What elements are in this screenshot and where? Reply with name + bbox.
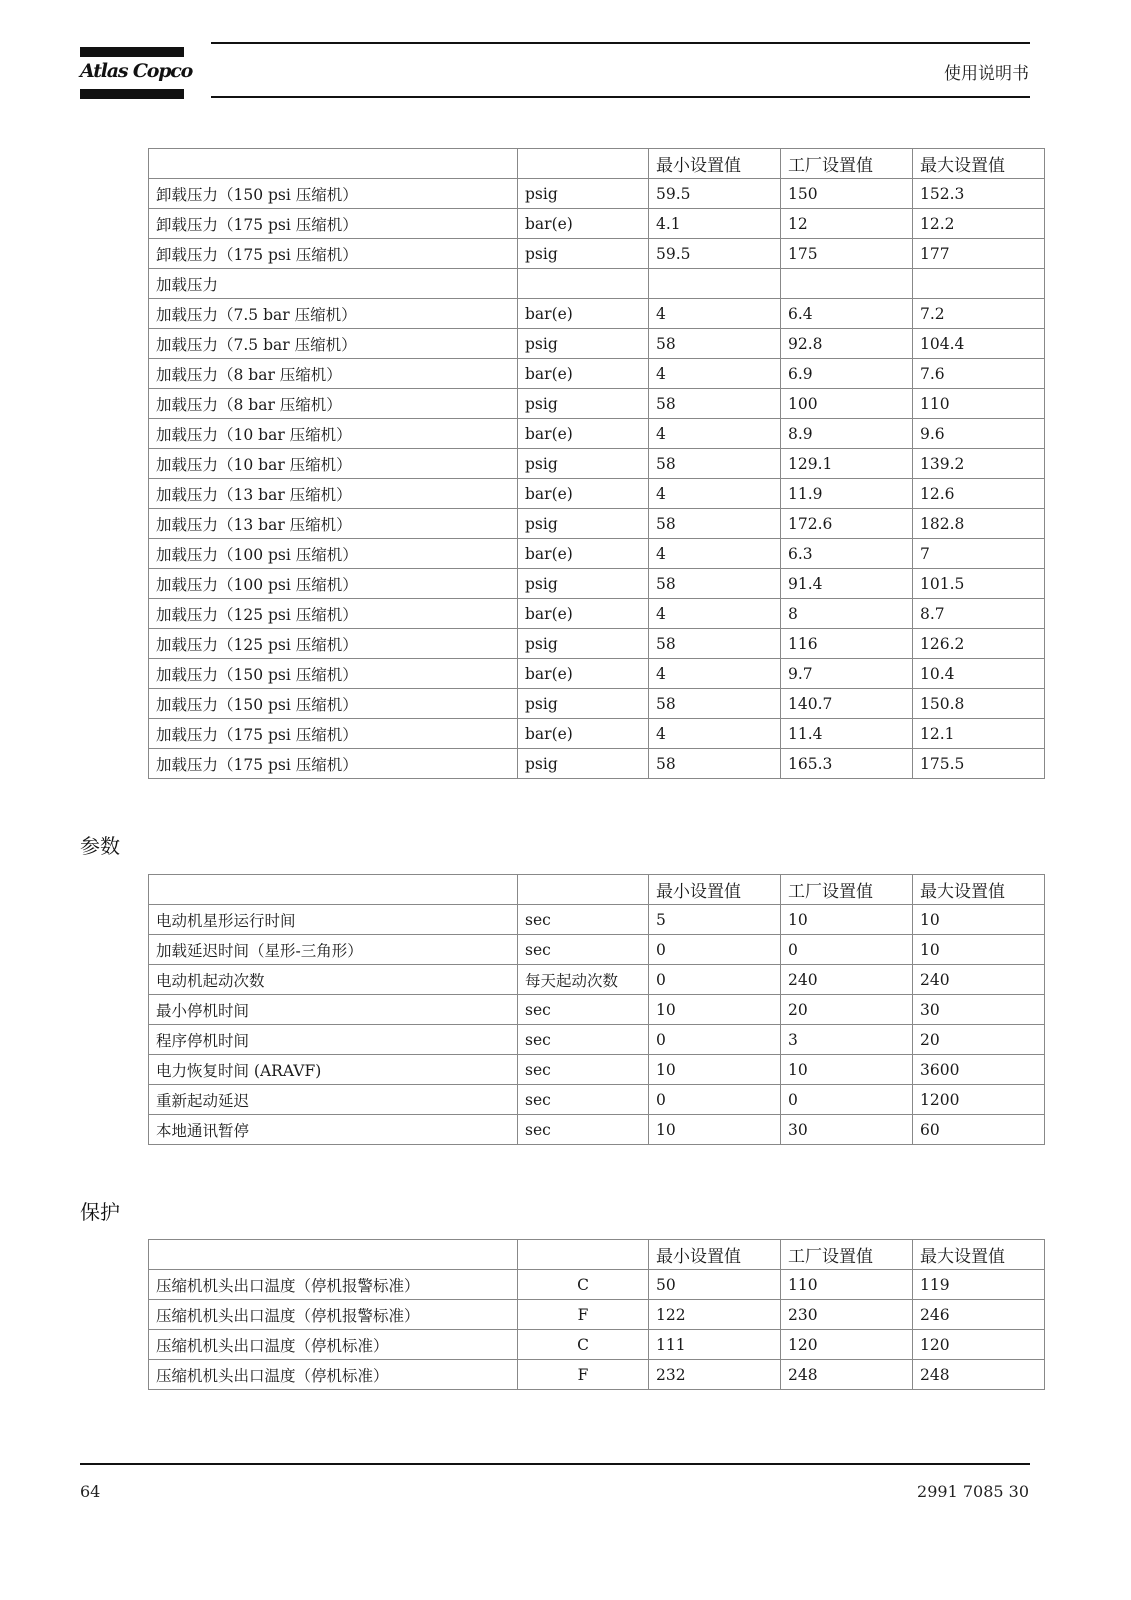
max-value-cell: 101.5 [913,569,1045,599]
parameter-name-cell: 程序停机时间 [149,1025,518,1055]
table-row [149,995,1045,1025]
parameter-name-cell: 电动机起动次数 [149,965,518,995]
unit-cell: bar(e) [518,539,649,569]
table-row [149,329,1045,359]
max-value-cell: 177 [913,239,1045,269]
parameter-name-cell: 加载延迟时间（星形-三角形） [149,935,518,965]
table-row [149,629,1045,659]
table-row [149,689,1045,719]
parameter-name-cell: 加载压力（150 psi 压缩机） [149,689,518,719]
section-heading-parameters: 参数 [80,834,120,858]
min-value-cell: 59.5 [649,179,781,209]
table-row [149,905,1045,935]
max-value-cell: 7.6 [913,359,1045,389]
factory-value-cell: 20 [781,995,913,1025]
unit-cell: bar(e) [518,419,649,449]
min-value-cell: 58 [649,329,781,359]
column-header [518,1240,649,1270]
max-value-cell: 248 [913,1360,1045,1390]
table-row [149,1270,1045,1300]
min-value-cell: 58 [649,629,781,659]
logo-wordmark: Atlas Copco [80,60,193,82]
min-value-cell: 10 [649,1115,781,1145]
unit-cell: bar(e) [518,479,649,509]
factory-value-cell: 8 [781,599,913,629]
min-value-cell: 58 [649,389,781,419]
parameter-name-cell: 最小停机时间 [149,995,518,1025]
unit-cell: bar(e) [518,209,649,239]
parameter-name-cell: 压缩机机头出口温度（停机标准） [149,1330,518,1360]
factory-value-cell: 230 [781,1300,913,1330]
table-row [149,209,1045,239]
max-value-cell: 7 [913,539,1045,569]
column-header: 最小设置值 [649,875,781,905]
max-value-cell: 7.2 [913,299,1045,329]
max-value-cell: 246 [913,1300,1045,1330]
max-value-cell: 126.2 [913,629,1045,659]
max-value-cell: 1200 [913,1085,1045,1115]
unit-cell: psig [518,389,649,419]
factory-value-cell: 30 [781,1115,913,1145]
parameter-name-cell: 加载压力（7.5 bar 压缩机） [149,299,518,329]
table-row [149,1115,1045,1145]
table-row [149,419,1045,449]
min-value-cell: 58 [649,509,781,539]
header-row [149,1240,1045,1270]
table-row [149,539,1045,569]
atlas-copco-logo [80,47,193,99]
header-row [149,875,1045,905]
column-header: 最小设置值 [649,1240,781,1270]
unit-cell: psig [518,179,649,209]
table-row [149,1330,1045,1360]
min-value-cell: 4 [649,659,781,689]
header-top-rule [211,42,1030,44]
table-row [149,1300,1045,1330]
parameter-name-cell: 加载压力（10 bar 压缩机） [149,419,518,449]
parameter-name-cell: 加载压力（175 psi 压缩机） [149,749,518,779]
table-row [149,599,1045,629]
section-heading-protection: 保护 [80,1200,120,1224]
factory-value-cell: 3 [781,1025,913,1055]
max-value-cell: 175.5 [913,749,1045,779]
table-row [149,1085,1045,1115]
min-value-cell: 232 [649,1360,781,1390]
unit-cell: psig [518,629,649,659]
unit-cell: sec [518,935,649,965]
min-value-cell: 0 [649,935,781,965]
pressure-settings-table [148,148,1045,779]
document-title: 使用说明书 [944,64,1029,84]
parameter-name-cell: 加载压力 [149,269,518,299]
factory-value-cell: 10 [781,1055,913,1085]
max-value-cell: 240 [913,965,1045,995]
parameter-name-cell: 加载压力（100 psi 压缩机） [149,539,518,569]
factory-value-cell: 12 [781,209,913,239]
table-row [149,1025,1045,1055]
factory-value-cell: 116 [781,629,913,659]
max-value-cell: 30 [913,995,1045,1025]
max-value-cell: 150.8 [913,689,1045,719]
min-value-cell: 58 [649,749,781,779]
document-number: 2991 7085 30 [917,1482,1029,1501]
factory-value-cell: 6.4 [781,299,913,329]
factory-value-cell [781,269,913,299]
parameter-name-cell: 加载压力（13 bar 压缩机） [149,509,518,539]
table-row [149,239,1045,269]
table-row [149,965,1045,995]
table-row [149,269,1045,299]
factory-value-cell: 140.7 [781,689,913,719]
unit-cell: bar(e) [518,659,649,689]
unit-cell: F [518,1300,649,1330]
min-value-cell: 59.5 [649,239,781,269]
page-number: 64 [80,1482,101,1501]
parameter-name-cell: 加载压力（8 bar 压缩机） [149,359,518,389]
unit-cell: sec [518,1115,649,1145]
min-value-cell: 10 [649,1055,781,1085]
max-value-cell: 182.8 [913,509,1045,539]
max-value-cell: 110 [913,389,1045,419]
unit-cell: bar(e) [518,359,649,389]
unit-cell: psig [518,509,649,539]
parameter-name-cell: 本地通讯暂停 [149,1115,518,1145]
column-header [149,1240,518,1270]
parameter-name-cell: 加载压力（175 psi 压缩机） [149,719,518,749]
parameter-name-cell: 加载压力（10 bar 压缩机） [149,449,518,479]
table-row [149,299,1045,329]
factory-value-cell: 91.4 [781,569,913,599]
table-row [149,569,1045,599]
column-header: 最小设置值 [649,149,781,179]
max-value-cell: 12.2 [913,209,1045,239]
unit-cell: 每天起动次数 [518,965,649,995]
parameter-name-cell: 加载压力（125 psi 压缩机） [149,599,518,629]
footer-rule [80,1463,1030,1465]
min-value-cell [649,269,781,299]
table-row [149,509,1045,539]
column-header [149,875,518,905]
column-header: 最大设置值 [913,875,1045,905]
table-row [149,719,1045,749]
max-value-cell: 12.1 [913,719,1045,749]
min-value-cell: 58 [649,689,781,719]
max-value-cell: 120 [913,1330,1045,1360]
unit-cell: psig [518,239,649,269]
factory-value-cell: 6.9 [781,359,913,389]
table-row [149,449,1045,479]
min-value-cell: 50 [649,1270,781,1300]
unit-cell: sec [518,1025,649,1055]
logo-bottom-bar [80,89,184,99]
min-value-cell: 5 [649,905,781,935]
min-value-cell: 4 [649,599,781,629]
factory-value-cell: 172.6 [781,509,913,539]
unit-cell: F [518,1360,649,1390]
max-value-cell: 152.3 [913,179,1045,209]
max-value-cell: 104.4 [913,329,1045,359]
unit-cell: psig [518,569,649,599]
min-value-cell: 4 [649,299,781,329]
logo-top-bar [80,47,184,57]
factory-value-cell: 10 [781,905,913,935]
parameter-name-cell: 压缩机机头出口温度（停机标准） [149,1360,518,1390]
header-row [149,149,1045,179]
unit-cell: C [518,1330,649,1360]
max-value-cell: 10 [913,935,1045,965]
unit-cell: sec [518,995,649,1025]
min-value-cell: 4 [649,479,781,509]
factory-value-cell: 92.8 [781,329,913,359]
max-value-cell: 20 [913,1025,1045,1055]
min-value-cell: 4 [649,719,781,749]
min-value-cell: 10 [649,995,781,1025]
unit-cell: bar(e) [518,299,649,329]
unit-cell: C [518,1270,649,1300]
min-value-cell: 4 [649,419,781,449]
unit-cell [518,269,649,299]
min-value-cell: 4 [649,539,781,569]
parameter-name-cell: 加载压力（150 psi 压缩机） [149,659,518,689]
min-value-cell: 0 [649,965,781,995]
table-row [149,1360,1045,1390]
parameter-name-cell: 卸载压力（175 psi 压缩机） [149,239,518,269]
parameters-table [148,874,1045,1145]
factory-value-cell: 0 [781,1085,913,1115]
unit-cell: psig [518,689,649,719]
min-value-cell: 0 [649,1085,781,1115]
column-header: 工厂设置值 [781,1240,913,1270]
factory-value-cell: 129.1 [781,449,913,479]
factory-value-cell: 240 [781,965,913,995]
table-row [149,659,1045,689]
factory-value-cell: 0 [781,935,913,965]
max-value-cell: 10.4 [913,659,1045,689]
factory-value-cell: 175 [781,239,913,269]
table-row [149,389,1045,419]
table-row [149,479,1045,509]
column-header: 最大设置值 [913,149,1045,179]
parameter-name-cell: 加载压力（100 psi 压缩机） [149,569,518,599]
parameter-name-cell: 加载压力（125 psi 压缩机） [149,629,518,659]
min-value-cell: 58 [649,569,781,599]
header-bottom-rule [211,96,1030,98]
column-header: 工厂设置值 [781,149,913,179]
table-row [149,749,1045,779]
parameter-name-cell: 电动机星形运行时间 [149,905,518,935]
max-value-cell: 10 [913,905,1045,935]
min-value-cell: 111 [649,1330,781,1360]
parameter-name-cell: 加载压力（13 bar 压缩机） [149,479,518,509]
max-value-cell: 12.6 [913,479,1045,509]
factory-value-cell: 165.3 [781,749,913,779]
max-value-cell: 3600 [913,1055,1045,1085]
max-value-cell [913,269,1045,299]
parameter-name-cell: 卸载压力（175 psi 压缩机） [149,209,518,239]
unit-cell: bar(e) [518,599,649,629]
column-header [149,149,518,179]
unit-cell: psig [518,749,649,779]
unit-cell: sec [518,1085,649,1115]
unit-cell: bar(e) [518,719,649,749]
factory-value-cell: 248 [781,1360,913,1390]
column-header [518,875,649,905]
max-value-cell: 139.2 [913,449,1045,479]
table-row [149,359,1045,389]
factory-value-cell: 6.3 [781,539,913,569]
column-header [518,149,649,179]
factory-value-cell: 110 [781,1270,913,1300]
factory-value-cell: 150 [781,179,913,209]
unit-cell: psig [518,329,649,359]
parameter-name-cell: 压缩机机头出口温度（停机报警标准） [149,1300,518,1330]
max-value-cell: 60 [913,1115,1045,1145]
min-value-cell: 0 [649,1025,781,1055]
parameter-name-cell: 加载压力（7.5 bar 压缩机） [149,329,518,359]
column-header: 工厂设置值 [781,875,913,905]
max-value-cell: 8.7 [913,599,1045,629]
min-value-cell: 122 [649,1300,781,1330]
min-value-cell: 4 [649,359,781,389]
table-row [149,935,1045,965]
parameter-name-cell: 加载压力（8 bar 压缩机） [149,389,518,419]
unit-cell: psig [518,449,649,479]
parameter-name-cell: 重新起动延迟 [149,1085,518,1115]
factory-value-cell: 120 [781,1330,913,1360]
column-header: 最大设置值 [913,1240,1045,1270]
max-value-cell: 9.6 [913,419,1045,449]
parameter-name-cell: 电力恢复时间 (ARAVF) [149,1055,518,1085]
factory-value-cell: 100 [781,389,913,419]
factory-value-cell: 8.9 [781,419,913,449]
protection-table [148,1239,1045,1390]
min-value-cell: 58 [649,449,781,479]
factory-value-cell: 11.9 [781,479,913,509]
table-row [149,179,1045,209]
unit-cell: sec [518,1055,649,1085]
table-row [149,1055,1045,1085]
factory-value-cell: 11.4 [781,719,913,749]
factory-value-cell: 9.7 [781,659,913,689]
unit-cell: sec [518,905,649,935]
parameter-name-cell: 压缩机机头出口温度（停机报警标准） [149,1270,518,1300]
parameter-name-cell: 卸载压力（150 psi 压缩机） [149,179,518,209]
min-value-cell: 4.1 [649,209,781,239]
max-value-cell: 119 [913,1270,1045,1300]
